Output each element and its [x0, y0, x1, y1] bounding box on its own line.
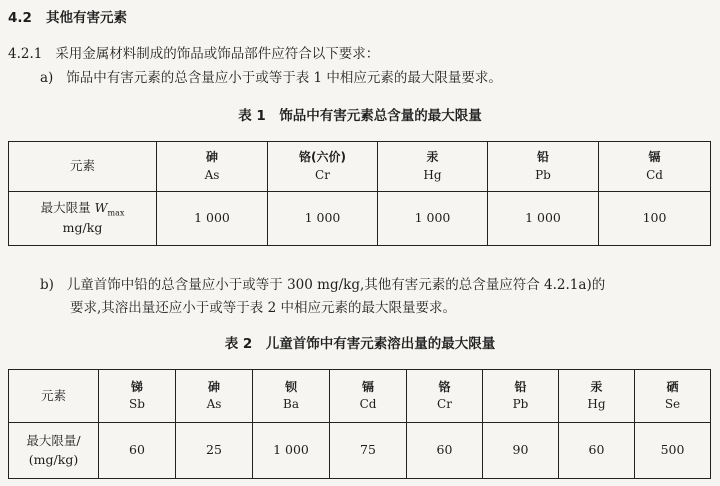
- table1-col-cd: [599, 142, 711, 192]
- limit-subscript: max: [107, 208, 125, 218]
- table1-col-cr: [268, 142, 378, 192]
- clause-text: 采用金属材料制成的饰品或饰品部件应符合以下要求：: [55, 46, 380, 62]
- clause-4-2-1: [8, 42, 379, 62]
- table2-row-header-limit: [9, 423, 99, 479]
- element-symbol: Pb: [535, 167, 551, 182]
- element-symbol: Pb: [512, 397, 529, 411]
- table-cell: 90: [483, 423, 559, 479]
- table2-col-hg: [559, 370, 635, 423]
- item-b-text-1: 儿童首饰中铅的总含量应小于或等于 300 mg/kg,其他有害元素的总含量应符合 4.2.1a)的: [66, 277, 606, 293]
- element-name: 汞: [590, 379, 603, 394]
- table-cell: 1 000: [157, 192, 268, 246]
- table1-row-header-limit: [9, 192, 157, 246]
- limit-symbol: W: [94, 200, 108, 216]
- table2-col-as: [176, 370, 253, 423]
- table-cell: 1 000: [488, 192, 599, 246]
- item-b-line2: [70, 296, 456, 316]
- table2-col-pb: [483, 370, 559, 423]
- element-name: 钡: [284, 379, 297, 394]
- element-name: 铬(六价): [299, 150, 346, 165]
- element-name: 铬: [438, 379, 451, 394]
- element-name: 汞: [426, 150, 439, 165]
- section-number: 4.2: [8, 10, 32, 26]
- table-cell: 100: [599, 192, 711, 246]
- element-symbol: Hg: [423, 167, 442, 182]
- element-name: 铅: [514, 379, 527, 394]
- table1-col-as: [157, 142, 268, 192]
- table-cell: 60: [407, 423, 483, 479]
- element-symbol: As: [204, 167, 220, 182]
- item-b-text-2: 要求,其溶出量还应小于或等于表 2 中相应元素的最大限量要求。: [70, 300, 456, 316]
- element-name: 镉: [648, 150, 661, 165]
- element-name: 锑: [130, 379, 143, 394]
- element-symbol: Cr: [437, 397, 452, 411]
- table-cell: 1 000: [268, 192, 378, 246]
- table-cell: 75: [330, 423, 407, 479]
- table2: [8, 369, 711, 479]
- table-cell: 60: [559, 423, 635, 479]
- table-cell: 1 000: [253, 423, 330, 479]
- table2-caption: 表 2 儿童首饰中有害元素溶出量的最大限量: [224, 336, 496, 352]
- table1-col-pb: [488, 142, 599, 192]
- table2-col-sb: [99, 370, 176, 423]
- section-heading: [8, 6, 127, 26]
- item-a-text: 饰品中有害元素的总含量应小于或等于表 1 中相应元素的最大限量要求。: [66, 70, 502, 86]
- element-symbol: Cd: [646, 167, 663, 182]
- table2-element-row: [9, 370, 711, 423]
- table1: [8, 141, 711, 246]
- item-a-marker: a): [40, 70, 54, 86]
- table1-col-hg: [378, 142, 488, 192]
- element-name: 砷: [205, 150, 218, 165]
- limit-unit: mg/kg: [62, 220, 103, 236]
- element-symbol: Se: [664, 397, 681, 411]
- item-b-line1: [40, 273, 605, 293]
- table-cell: 60: [99, 423, 176, 479]
- table2-col-cd: [330, 370, 407, 423]
- table2-limit-row: [9, 423, 711, 479]
- section-title: 其他有害元素: [46, 10, 128, 26]
- element-symbol: Ba: [283, 397, 299, 411]
- limit-label: 最大限量: [40, 200, 91, 216]
- element-symbol: Hg: [587, 397, 606, 411]
- table2-col-ba: [253, 370, 330, 423]
- element-symbol: Sb: [129, 397, 145, 411]
- element-symbol: Cd: [359, 397, 377, 411]
- table1-caption: 表 1 饰品中有害元素总含量的最大限量: [238, 108, 482, 124]
- table-cell: 25: [176, 423, 253, 479]
- table1-row-header-element: 元素: [9, 142, 157, 192]
- element-name: 砷: [207, 379, 220, 394]
- element-symbol: As: [206, 397, 222, 411]
- table1-element-row: [9, 142, 711, 192]
- table2-col-cr: [407, 370, 483, 423]
- element-name: 铅: [536, 150, 549, 165]
- table-cell: 1 000: [378, 192, 488, 246]
- table2-row-header-element: 元素: [9, 370, 99, 423]
- limit-unit: (mg/kg): [28, 451, 79, 467]
- item-b-marker: b): [40, 277, 54, 293]
- table-cell: 500: [635, 423, 711, 479]
- item-a: [40, 66, 502, 86]
- table1-limit-row: [9, 192, 711, 246]
- limit-label: 最大限量/: [26, 433, 81, 449]
- table2-col-se: [635, 370, 711, 423]
- element-name: 镉: [361, 379, 374, 394]
- clause-number: 4.2.1: [8, 46, 43, 62]
- element-symbol: Cr: [315, 167, 330, 182]
- element-name: 硒: [666, 379, 679, 394]
